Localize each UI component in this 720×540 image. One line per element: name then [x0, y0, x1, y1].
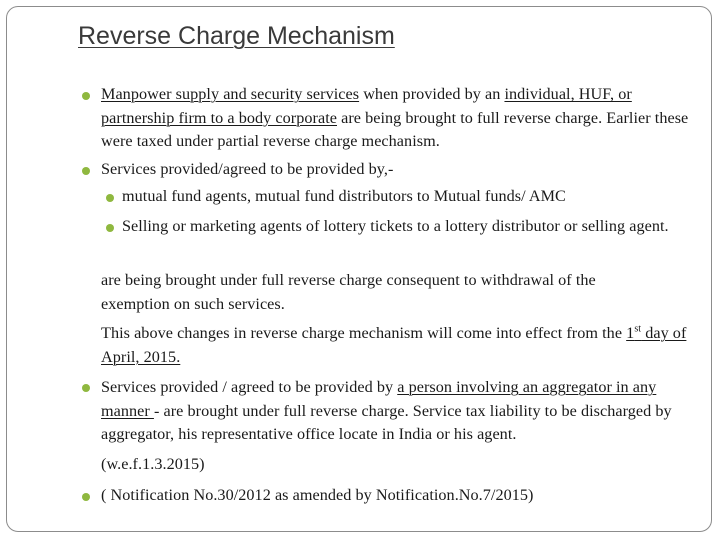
effective-day-suffix: st — [634, 323, 642, 335]
aggregator-liability-text: - are brought under full reverse charge. Service tax liability to be discharged by aggregator, his representative office locate in India or his agent. — [101, 401, 672, 443]
manpower-services-text: Manpower supply and security services — [101, 85, 360, 103]
effective-day-number: 1 — [626, 324, 635, 342]
bullet-dot — [82, 493, 90, 501]
effective-date-note — [101, 322, 691, 369]
bullet-notification: ( Notification No.30/2012 as amended by Notification.No.7/2015) — [101, 486, 534, 504]
effective-day-rest: day of April, 2015. — [101, 324, 687, 366]
aggregator-intro-text: Services provided / agreed to be provided by — [101, 378, 398, 396]
manpower-connector-text: when provided by an — [359, 85, 505, 103]
aggregator-effective-date: (w.e.f.1.3.2015) — [101, 454, 205, 473]
bullet-manpower-supply — [101, 83, 697, 154]
reverse-charge-consequence: are being brought under full reverse charge consequent to withdrawal of the exemption on such services. — [101, 271, 596, 313]
bullet-dot — [82, 167, 90, 175]
bullet-services-provided: Services provided/agreed to be provided by,- — [101, 160, 394, 178]
sub-bullet-lottery: Selling or marketing agents of lottery tickets to a lottery distributor or selling agent. — [122, 217, 669, 235]
sub-bullet-dot — [106, 224, 114, 232]
bullet-dot — [82, 92, 90, 100]
sub-bullet-mutual-fund: mutual fund agents, mutual fund distributors to Mutual funds/ AMC — [122, 187, 566, 205]
bullet-aggregator — [101, 376, 697, 476]
bullet-dot — [82, 384, 90, 392]
slide-title: Reverse Charge Mechanism — [78, 22, 395, 50]
sub-bullet-dot — [106, 194, 114, 202]
effective-date-intro: This above changes in reverse charge mechanism will come into effect from the — [101, 324, 627, 342]
aggregator-person-text: a person involving an aggregator in any manner — [101, 378, 657, 420]
manpower-reverse-charge-text: are being brought to full reverse charge. Earlier these were taxed under partial reverse charge mechanism. — [101, 108, 689, 150]
provider-types-text: individual, HUF, or partnership firm to a body corporate — [101, 85, 632, 127]
